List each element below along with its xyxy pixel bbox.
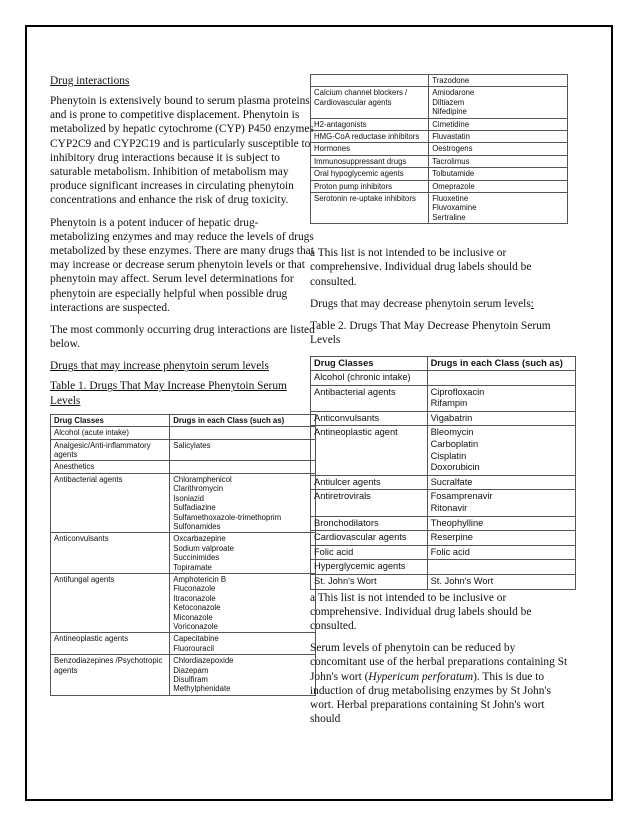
drug-class-cell: Analgesic/Anti-inflammatory agents xyxy=(51,439,170,461)
drug-name: Folic acid xyxy=(430,546,470,557)
drug-name: Sulfonamides xyxy=(173,521,221,531)
drug-name: Miconazole xyxy=(173,612,213,622)
drug-name: Amiodarone xyxy=(432,88,475,98)
drug-name: Amphotericin B xyxy=(173,574,227,584)
drug-class-cell: Antiulcer agents xyxy=(311,475,428,490)
drug-class-cell: Proton pump inhibitors xyxy=(311,180,429,192)
drug-name: Sulfadiazine xyxy=(173,503,216,513)
drug-name: Voriconazole xyxy=(173,621,218,631)
drugs-cell xyxy=(429,168,568,180)
drugs-cell xyxy=(170,439,316,461)
table-row xyxy=(311,411,576,426)
table-row xyxy=(51,427,316,439)
drug-class-cell: Hyperglycemic agents xyxy=(311,560,428,575)
drugs-cell xyxy=(429,87,568,118)
table-row xyxy=(311,75,568,87)
table-row xyxy=(311,385,576,411)
table1-body xyxy=(51,427,316,696)
drug-class-cell: Bronchodilators xyxy=(311,516,428,531)
table-row xyxy=(311,475,576,490)
drug-class-cell: Anticonvulsants xyxy=(51,533,170,574)
drug-class-cell: Hormones xyxy=(311,143,429,155)
drug-class-cell: St. John's Wort xyxy=(311,575,428,590)
stjw-text-b: ). This is due to induction of drug metabolising enzymes by St John's wort. Herbal preparations containing St John's wort should xyxy=(310,670,551,726)
table-row xyxy=(311,560,576,575)
table-row xyxy=(311,516,576,531)
drugs-cell xyxy=(427,385,575,411)
heading-increase-levels: Drugs that may increase phenytoin serum levels xyxy=(50,360,269,373)
table-row xyxy=(311,143,568,155)
drug-name: Oxcarbazepine xyxy=(173,534,226,544)
drug-class-cell: Calcium channel blockers / Cardiovascular agents xyxy=(311,87,429,118)
drugs-cell xyxy=(427,475,575,490)
drug-name: Topiramate xyxy=(173,562,212,572)
left-column xyxy=(50,50,316,696)
drug-name: Sertraline xyxy=(432,212,466,222)
drug-class-cell: Antibacterial agents xyxy=(311,385,428,411)
drugs-cell xyxy=(429,155,568,167)
drug-name: Diazepam xyxy=(173,665,209,675)
table-row xyxy=(311,131,568,143)
table-row xyxy=(51,573,316,632)
drug-name: Fluorouracil xyxy=(173,643,214,653)
drug-name: Chloramphenicol xyxy=(173,474,232,484)
table-decrease-levels xyxy=(310,356,576,590)
drug-name: Vigabatrin xyxy=(430,412,473,423)
drug-name: Bleomycin xyxy=(430,427,474,438)
drug-name: Isoniazid xyxy=(173,493,205,503)
drugs-cell xyxy=(429,75,568,87)
table-increase-levels xyxy=(50,414,316,696)
drug-name: Oestrogens xyxy=(432,144,473,154)
drug-name: Fosamprenavir xyxy=(430,491,493,502)
stjw-latin-name: Hypericum perforatum xyxy=(368,670,474,683)
drug-name: Trazodone xyxy=(432,76,470,85)
heading-decrease-levels xyxy=(310,297,574,311)
drugs-cell xyxy=(427,575,575,590)
drug-class-cell: Antineoplastic agent xyxy=(311,426,428,475)
drugs-cell xyxy=(170,473,316,532)
table-row xyxy=(311,490,576,516)
drug-class-cell: Folic acid xyxy=(311,545,428,560)
drug-name: Cisplatin xyxy=(430,450,467,461)
drugs-cell xyxy=(427,371,575,386)
drugs-cell xyxy=(427,516,575,531)
table2-caption: Table 2. Drugs That May Decrease Phenytoin Serum Levels xyxy=(310,320,551,347)
section-heading-drug-interactions: Drug interactions xyxy=(50,75,130,87)
drug-class-cell: Anesthetics xyxy=(51,461,170,473)
drug-name: St. John's Wort xyxy=(430,576,494,586)
drug-name: Sulfamethoxazole-trimethoprim xyxy=(173,512,282,522)
table-row xyxy=(311,545,576,560)
table-header-row xyxy=(51,414,316,426)
drug-name: Reserpine xyxy=(430,532,473,543)
drugs-cell xyxy=(427,411,575,426)
drug-class-cell: Cardiovascular agents xyxy=(311,531,428,546)
table-row xyxy=(51,533,316,574)
footnote-table1: a This list is not intended to be inclusive or comprehensive. Individual drug labels should be consulted. xyxy=(310,247,532,288)
drug-class-cell: Alcohol (chronic intake) xyxy=(311,371,428,386)
drugs-cell xyxy=(429,118,568,130)
drug-name: Carboplatin xyxy=(430,439,479,450)
table-row xyxy=(311,193,568,224)
stjw-text-a: Serum levels of phenytoin can be reduced by concomitant use of the herbal preparations containing St John's wort ( xyxy=(310,642,568,683)
drug-name: Nifedipine xyxy=(432,107,467,117)
drugs-cell xyxy=(170,573,316,632)
drug-name: Fluvastatin xyxy=(432,132,470,142)
drug-name: Chlordiazepoxide xyxy=(173,656,234,666)
table-row xyxy=(311,168,568,180)
drug-class-cell: Benzodiazepines /Psychotropic agents xyxy=(51,655,170,696)
table-row xyxy=(51,655,316,696)
drugs-cell xyxy=(170,633,316,655)
drugs-cell xyxy=(427,490,575,516)
drugs-cell xyxy=(427,560,575,575)
drug-class-cell xyxy=(311,75,429,87)
drug-name: Theophylline xyxy=(430,517,484,528)
drug-name: Omeprazole xyxy=(432,181,475,191)
table-row xyxy=(311,531,576,546)
table-increase-levels-continued xyxy=(310,74,568,224)
drugs-cell xyxy=(427,426,575,475)
drugs-cell xyxy=(170,533,316,574)
drug-class-cell: Antineoplastic agents xyxy=(51,633,170,655)
drug-name: Disulfiram xyxy=(173,675,208,685)
drug-class-cell: Anticonvulsants xyxy=(311,411,428,426)
drug-class-cell: Immunosuppressant drugs xyxy=(311,155,429,167)
header-drug-classes: Drug Classes xyxy=(51,414,170,426)
right-column xyxy=(310,50,574,726)
drug-name: Tacrolimus xyxy=(432,156,470,166)
drug-name: Cimetidine xyxy=(432,119,470,129)
header-drugs-in-class: Drugs in each Class (such as) xyxy=(170,414,316,426)
table-row xyxy=(311,155,568,167)
drug-class-cell: Serotonin re-uptake inhibitors xyxy=(311,193,429,224)
table-row xyxy=(311,575,576,590)
drugs-cell xyxy=(429,193,568,224)
table1-caption: Table 1. Drugs That May Increase Phenytoin Serum Levels xyxy=(50,380,287,407)
table-row xyxy=(311,180,568,192)
drug-name: Methylphenidate xyxy=(173,684,231,694)
drug-name: Fluvoxamine xyxy=(432,203,477,213)
drugs-cell xyxy=(429,180,568,192)
drugs-cell xyxy=(427,545,575,560)
drug-class-cell: HMG-CoA reductase inhibitors xyxy=(311,131,429,143)
drug-name: Doxorubicin xyxy=(430,462,480,473)
drug-class-cell: Antiretrovirals xyxy=(311,490,428,516)
footnote-table2: a This list is not intended to be inclusive or comprehensive. Individual drug labels should be consulted. xyxy=(310,591,532,632)
drugs-cell xyxy=(429,143,568,155)
table-row xyxy=(51,439,316,461)
drugs-cell xyxy=(170,655,316,696)
drug-class-cell: Antibacterial agents xyxy=(51,473,170,532)
paragraph-common-interactions: The most commonly occurring drug interactions are listed below. xyxy=(50,324,315,351)
drug-class-cell: Oral hypoglycemic agents xyxy=(311,168,429,180)
header-drugs-in-class: Drugs in each Class (such as) xyxy=(427,356,575,371)
drug-name: Itraconazole xyxy=(173,593,216,603)
table-row xyxy=(51,633,316,655)
drugs-cell xyxy=(429,131,568,143)
drug-name: Sodium valproate xyxy=(173,543,234,553)
drug-name: Capecitabine xyxy=(173,634,219,644)
drugs-cell xyxy=(170,461,316,473)
table-header-row xyxy=(311,356,576,371)
drug-name: Salicylates xyxy=(173,440,211,450)
drug-name: Ritonavir xyxy=(430,503,468,514)
paragraph-enzyme-inducer: Phenytoin is a potent inducer of hepatic drug-metabolizing enzymes and may reduce the levels of drugs metabolized by these enzymes. There are many drugs that may increase or decrease serum phenytoin levels or that phenytoin may affect. Serum level determinations for phenytoin are especially helpful when possible drug interactions are suspected. xyxy=(50,216,314,314)
paragraph-protein-binding: Phenytoin is extensively bound to serum plasma proteins and is prone to competitive displacement. Phenytoin is metabolized by hepatic cytochrome (CYP) P450 enzymes CYP2C9 and CYP2C19 and is particularly susceptible to inhibitory drug interactions because it is subject to saturable metabolism. Inhibition of metabolism may produce significant increases in circulating phenytoin concentrations and enhance the risk of drug toxicity. xyxy=(50,95,314,207)
table-row xyxy=(311,426,576,475)
table-row xyxy=(311,87,568,118)
drug-name: Fluconazole xyxy=(173,584,216,594)
drug-name: Diltiazem xyxy=(432,97,465,107)
table-row xyxy=(311,371,576,386)
drug-name: Ketoconazole xyxy=(173,603,221,613)
drug-name: Sucralfate xyxy=(430,476,473,487)
table1-continued-body xyxy=(311,75,568,224)
drug-name: Succinimides xyxy=(173,553,220,563)
drug-name: Rifampin xyxy=(430,398,468,409)
drug-name: Tolbutamide xyxy=(432,169,475,179)
table-row xyxy=(311,118,568,130)
drug-class-cell: Antifungal agents xyxy=(51,573,170,632)
drug-class-cell: Alcohol (acute intake) xyxy=(51,427,170,439)
drug-name: Clarithromycin xyxy=(173,484,224,494)
table-row xyxy=(51,473,316,532)
drug-class-cell: H2-antagonists xyxy=(311,118,429,130)
heading-decrease-text: Drugs that may decrease phenytoin serum levels xyxy=(310,297,531,310)
drug-name: Fluoxetine xyxy=(432,194,469,204)
drugs-cell xyxy=(427,531,575,546)
drugs-cell xyxy=(170,427,316,439)
paragraph-st-johns-wort xyxy=(310,641,574,726)
drug-name: Ciprofloxacin xyxy=(430,386,485,397)
table-row xyxy=(51,461,316,473)
header-drug-classes: Drug Classes xyxy=(311,356,428,371)
heading-decrease-colon: : xyxy=(530,297,534,310)
table2-body xyxy=(311,371,576,590)
